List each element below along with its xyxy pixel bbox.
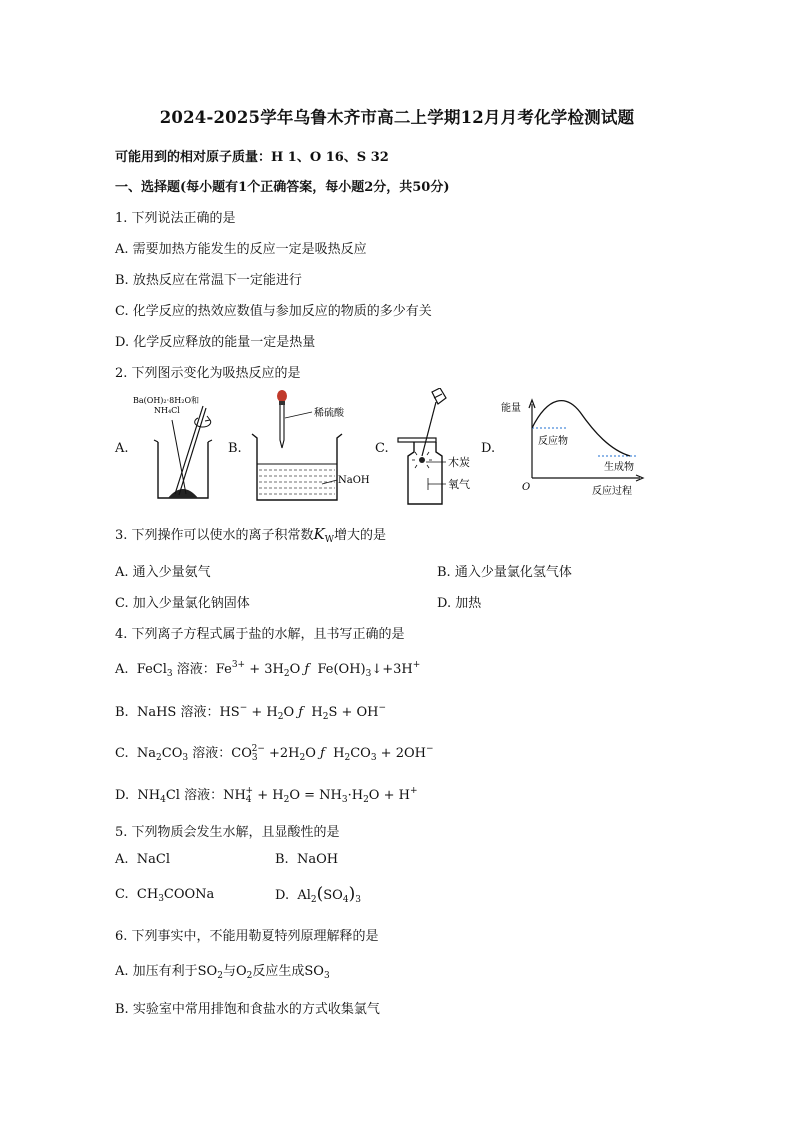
q1-option-b: B. 放热反应在常温下一定能进行 bbox=[115, 273, 302, 288]
dropper-bulb bbox=[277, 390, 287, 402]
q1-option-c: C. 化学反应的热效应数值与参加反应的物质的多少有关 bbox=[115, 304, 432, 319]
q1-option-d: D. 化学反应释放的能量一定是热量 bbox=[115, 335, 316, 350]
q1-stem: 1. 下列说法正确的是 bbox=[115, 211, 236, 226]
q2-label-c: C. bbox=[375, 441, 389, 456]
q4-option-c: C. $Na_2CO_3$ 溶液：$CO_3^{2-} +2H_2O$ ƒ $H_2CO_3 + 2OH^-$ bbox=[115, 744, 434, 763]
figure-c-oxygen: 氧气 bbox=[448, 478, 470, 491]
q2-label-b: B. bbox=[228, 441, 242, 456]
figure-d-energy-diagram bbox=[498, 390, 648, 505]
q4-stem: 4. 下列离子方程式属于盐的水解，且书写正确的是 bbox=[115, 627, 405, 642]
figure-c-carbon: 木炭 bbox=[448, 456, 470, 469]
page-title: 2024-2025学年乌鲁木齐市高二上学期12月月考化学检测试题 bbox=[159, 108, 635, 127]
figure-b-base: NaOH bbox=[338, 475, 370, 486]
q4-option-a: A. FeCl$_3$ 溶液：$Fe^{3+} + 3H_2O$ ƒ $Fe(OH)_3↓+3H^+$ bbox=[115, 660, 421, 679]
figure-a-reagent1: Ba(OH)₂·8H₂O和 bbox=[133, 396, 200, 405]
q4-option-d: D. $NH_4Cl$ 溶液：$NH_4^+ + H_2O = NH_3\cdot H_2O + H^+$ bbox=[115, 786, 418, 805]
q5-option-c: C. $CH_3COONa$ bbox=[115, 887, 215, 904]
q5-option-d: D. $Al_2(SO_4)_3$ bbox=[275, 884, 361, 905]
figure-c-gas-bottle bbox=[388, 388, 488, 508]
section-heading: 一、选择题(每小题有1个正确答案，每小题2分，共50分) bbox=[115, 180, 450, 195]
kw-symbol: K bbox=[313, 525, 325, 543]
q6-option-b: B. 实验室中常用排饱和食盐水的方式收集氯气 bbox=[115, 1002, 380, 1017]
q3-option-d: D. 加热 bbox=[437, 596, 482, 611]
figure-d-ylabel: 能量 bbox=[501, 403, 521, 414]
q2-label-a: A. bbox=[115, 441, 129, 456]
q5-option-a: A. NaCl bbox=[115, 852, 171, 867]
q4-option-b: B. NaHS 溶液：$HS^- + H_2O$ ƒ $H_2S + OH^-$ bbox=[115, 703, 387, 722]
q3-option-c: C. 加入少量氯化钠固体 bbox=[115, 596, 250, 611]
q3-option-a: A. 通入少量氨气 bbox=[115, 565, 211, 580]
figure-d-reactant: 反应物 bbox=[538, 436, 568, 447]
q3-stem: 3. 下列操作可以使水的离子积常数$K_W$增大的是 bbox=[115, 525, 387, 545]
q2-stem: 2. 下列图示变化为吸热反应的是 bbox=[115, 366, 301, 381]
energy-curve bbox=[532, 401, 630, 456]
figure-b-beaker bbox=[242, 388, 372, 506]
figure-a-reagent2: NH₄Cl bbox=[154, 406, 180, 415]
figure-d-product: 生成物 bbox=[604, 462, 634, 473]
q1-option-a: A. 需要加热方能发生的反应一定是吸热反应 bbox=[115, 242, 367, 257]
figure-b-acid: 稀硫酸 bbox=[314, 408, 344, 419]
q3-option-b: B. 通入少量氯化氢气体 bbox=[437, 565, 572, 580]
atomic-mass-note: 可能用到的相对原子质量：H 1、O 16、S 32 bbox=[115, 150, 389, 165]
figure-d-origin: O bbox=[522, 482, 531, 493]
figure-a-beaker bbox=[128, 390, 228, 505]
q2-label-d: D. bbox=[481, 441, 496, 456]
q5-stem: 5. 下列物质会发生水解，且显酸性的是 bbox=[115, 825, 340, 840]
q6-option-a: A. 加压有利于$SO_2$与$O_2$反应生成$SO_3$ bbox=[115, 964, 330, 981]
q6-stem: 6. 下列事实中，不能用勒夏特列原理解释的是 bbox=[115, 929, 379, 944]
q5-option-b: B. NaOH bbox=[275, 852, 339, 867]
figure-d-xlabel: 反应过程 bbox=[592, 486, 632, 497]
